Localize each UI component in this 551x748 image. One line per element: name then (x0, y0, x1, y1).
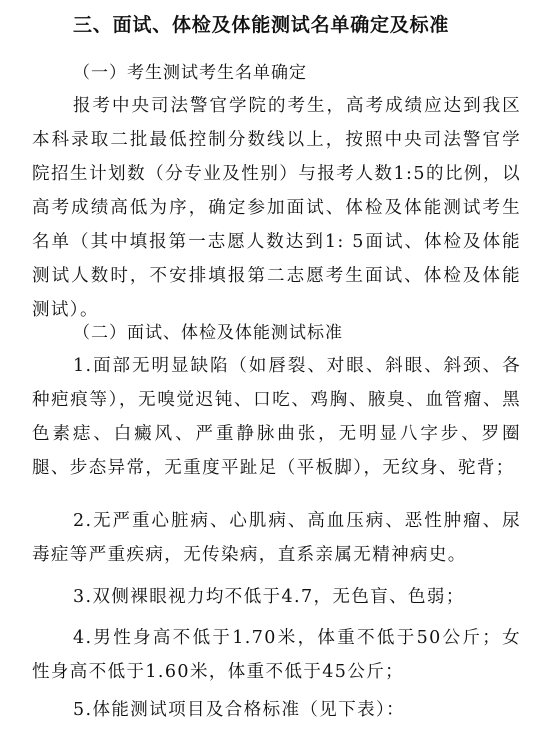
subsection-title-2: （二）面试、体检及体能测试标准 (73, 323, 343, 343)
standard-item-4: 4.男性身高不低于1.70米，体重不低于50公斤；女性身高不低于1.60米，体重不低于45公斤； (32, 628, 521, 682)
paragraph-exam-list: 报考中央司法警官学院的考生，高考成绩应达到我区本科录取二批最低控制分数线以上，按照中央司法警官学院招生计划数（分专业及性别）与报考人数1:5的比例，以高考成绩高低为序，确定参加面试、体检及体能测试考生名单（其中填报第一志愿人数达到1: 5面试、体检及体能测试人数时，不安排填报第二志愿考生面试、体检及体能测试）。 (32, 96, 521, 320)
standard-item-3: 3.双侧裸眼视力均不低于4.7，无色盲、色弱； (73, 587, 465, 607)
standard-item-1: 1.面部无明显缺陷（如唇裂、对眼、斜眼、斜颈、各种疤痕等），无嗅觉迟钝、口吃、鸡胸、腋臭、血管瘤、黑色素痣、白癜风、严重静脉曲张，无明显八字步、罗圈腿、步态异常，无重度平趾足（平板脚），无纹身、驼背； (32, 356, 521, 478)
standard-item-5: 5.体能测试项目及合格标准（见下表）： (73, 700, 406, 720)
subsection-title-1: （一）考生测试考生名单确定 (73, 63, 307, 83)
standard-item-2: 2.无严重心脏病、心肌病、高血压病、恶性肿瘤、尿毒症等严重疾病，无传染病，直系亲属无精神病史。 (32, 511, 521, 565)
section-title: 三、面试、体检及体能测试名单确定及标准 (73, 14, 450, 36)
